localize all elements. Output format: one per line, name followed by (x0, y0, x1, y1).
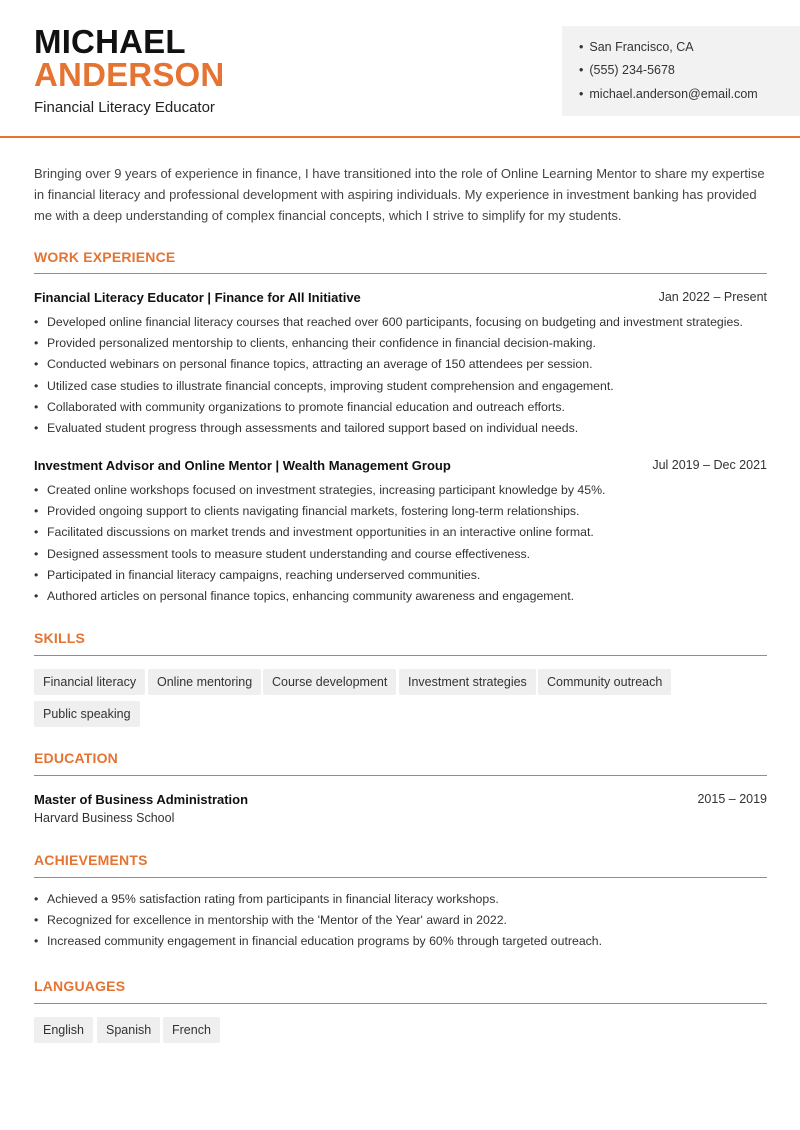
contact-phone: • (555) 234-5678 (579, 63, 675, 77)
list-item: • Authored articles on personal finance topics, enhancing community awareness and engagement. (34, 586, 774, 607)
list-item: • Developed online financial literacy courses that reached over 600 participants, focusing on budgeting and investment strategies. (34, 312, 774, 333)
list-item: • Recognized for excellence in mentorship with the 'Mentor of the Year' award in 2022. (34, 910, 774, 931)
skill-tag: Community outreach (538, 669, 671, 695)
list-item: • Collaborated with community organizations to promote financial education and outreach efforts. (34, 397, 774, 418)
first-name: MICHAEL (34, 23, 186, 60)
skill-tag: Course development (263, 669, 396, 695)
skill-tag: Investment strategies (399, 669, 536, 695)
skill-tag: Financial literacy (34, 669, 145, 695)
section-title-education: EDUCATION (34, 750, 118, 766)
list-item: • Facilitated discussions on market trends and investment opportunities in an interactive online format. (34, 522, 774, 543)
job-title: Financial Literacy Educator | Finance for All Initiative (34, 290, 361, 305)
language-tag: English (34, 1017, 93, 1043)
section-title-work: WORK EXPERIENCE (34, 249, 176, 265)
contact-email[interactable]: • michael.anderson@email.com (579, 87, 758, 101)
skill-tag: Public speaking (34, 701, 140, 727)
achievement-bullets (34, 889, 774, 953)
job-title-headline: Financial Literacy Educator (34, 99, 215, 116)
list-item: • Utilized case studies to illustrate financial concepts, improving student comprehension and engagement. (34, 376, 774, 397)
list-item: • Achieved a 95% satisfaction rating from participants in financial literacy workshops. (34, 889, 774, 910)
language-tag: French (163, 1017, 220, 1043)
list-item: • Conducted webinars on personal finance topics, attracting an average of 150 attendees per session. (34, 354, 774, 375)
divider (34, 877, 767, 878)
divider (34, 775, 767, 776)
list-item: • Provided personalized mentorship to clients, enhancing their confidence in financial decision-making. (34, 333, 774, 354)
divider (34, 655, 767, 656)
divider (34, 1003, 767, 1004)
last-name: ANDERSON (34, 56, 225, 93)
degree: Master of Business Administration (34, 792, 249, 807)
job-dates: Jul 2019 – Dec 2021 (652, 458, 767, 472)
section-title-achievements: ACHIEVEMENTS (34, 852, 148, 868)
job-bullets (34, 480, 774, 607)
resume-header (0, 0, 800, 138)
list-item: • Evaluated student progress through assessments and tailored support based on individual needs. (34, 418, 774, 439)
school: Harvard Business School (34, 811, 175, 825)
list-item: • Designed assessment tools to measure student understanding and course effectiveness. (34, 544, 774, 565)
section-title-skills: SKILLS (34, 630, 85, 646)
education-dates: 2015 – 2019 (697, 792, 767, 806)
divider (34, 273, 767, 274)
job-bullets (34, 312, 774, 439)
job-dates: Jan 2022 – Present (658, 290, 767, 304)
list-item: • Increased community engagement in financial education programs by 60% through targeted outreach. (34, 931, 774, 952)
skill-tag: Online mentoring (148, 669, 261, 695)
list-item: • Participated in financial literacy campaigns, reaching underserved communities. (34, 565, 774, 586)
language-tag: Spanish (97, 1017, 160, 1043)
contact-location: • San Francisco, CA (579, 40, 694, 54)
list-item: • Created online workshops focused on investment strategies, increasing participant knowledge by 45%. (34, 480, 774, 501)
contact-box (562, 26, 800, 116)
summary: Bringing over 9 years of experience in finance, I have transitioned into the role of Online Learning Mentor to share my expertise in financial literacy and professional development with aspiring individuals. My experience in investment banking has provided me with a deep understanding of complex financial concepts, which I strive to simplify for my students. (34, 166, 765, 223)
job-title: Investment Advisor and Online Mentor | Wealth Management Group (34, 458, 451, 473)
list-item: • Provided ongoing support to clients navigating financial markets, fostering long-term relationships. (34, 501, 774, 522)
section-title-languages: LANGUAGES (34, 978, 126, 994)
